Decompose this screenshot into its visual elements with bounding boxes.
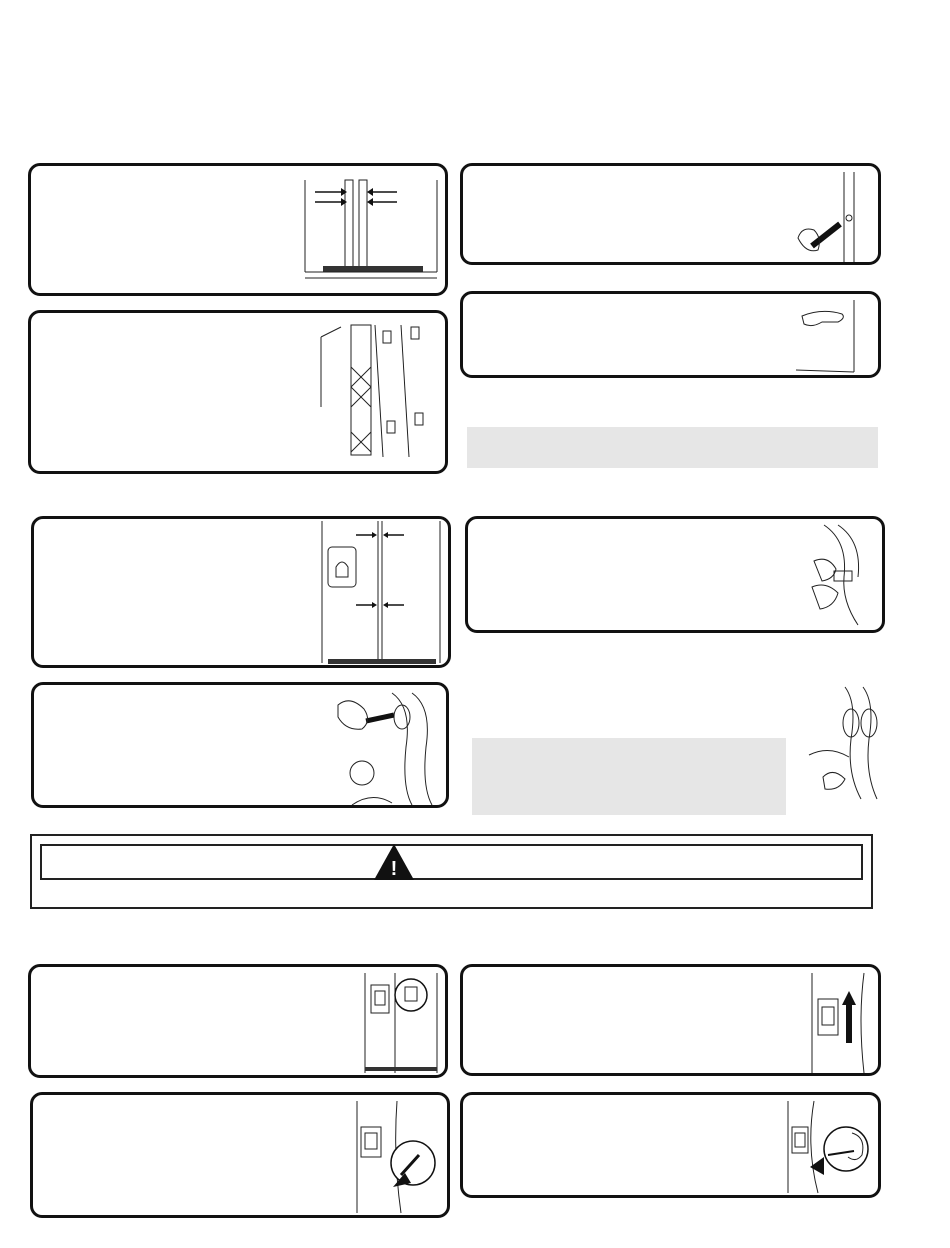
hand-door-icon [792,296,872,376]
instruction-panel-handle-install [465,516,885,633]
door-bin-rack-icon [311,317,441,467]
dispenser-gap-arrows-icon [318,519,446,667]
gray-note-middle [472,738,786,815]
instruction-panel-dispenser-lift [460,964,881,1076]
dispenser-tube-zoom-icon [353,1097,443,1217]
instruction-panel-hinge-screwdriver [31,682,449,808]
instruction-panel-door-handle [460,291,881,378]
screwdriver-hinge-icon [792,168,872,263]
instruction-panel-door-alignment [28,163,448,296]
gray-note-top [467,427,878,468]
dispenser-screw-zoom-icon [784,1097,874,1197]
instruction-panel-dispenser-screw [460,1092,881,1198]
instruction-panel-door-bin [28,310,448,474]
warning-triangle-icon [372,842,416,882]
handle-cut-tool-icon [805,683,885,803]
hinge-screwdriver-icon [332,687,442,807]
handle-hands-icon [804,521,874,631]
dispenser-zoom-icon [361,969,441,1077]
door-gap-arrows-icon [295,172,445,292]
warning-symbol: ! [390,858,398,880]
instruction-panel-hinge-screw [460,163,881,265]
instruction-panel-dispenser-tube [30,1092,450,1218]
warning-box [30,834,873,909]
instruction-panel-dispenser-gaps [31,516,451,668]
warning-header [40,844,863,880]
dispenser-up-arrow-icon [808,969,868,1075]
instruction-panel-dispenser-overview [28,964,448,1078]
